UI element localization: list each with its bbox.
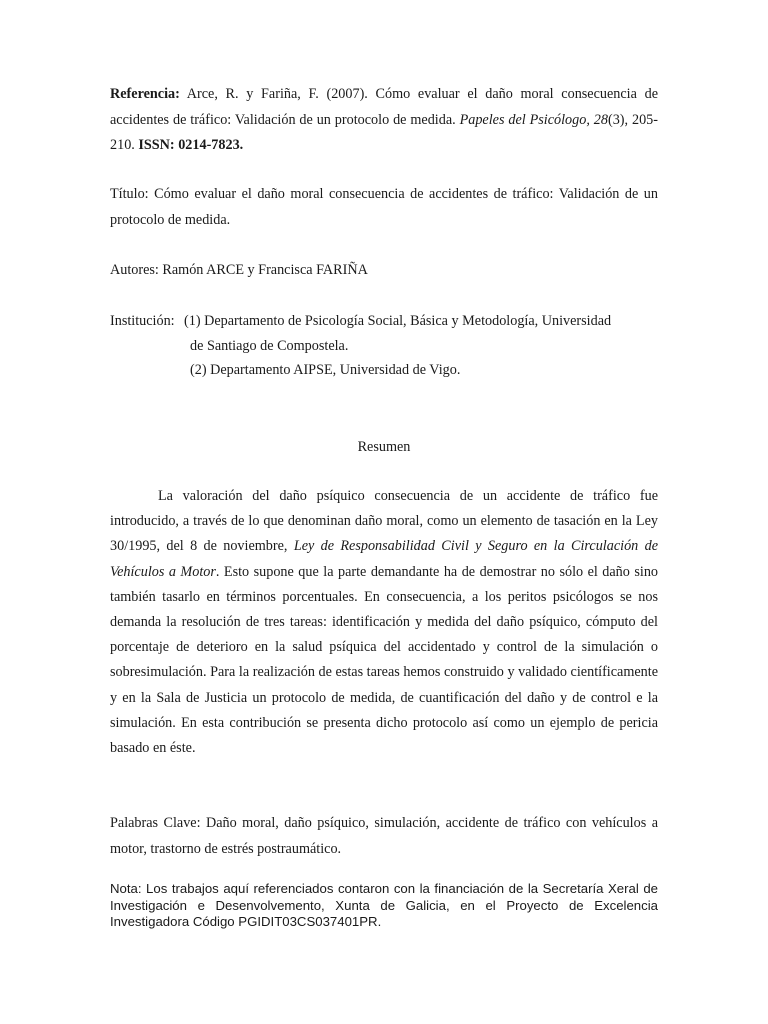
abstract-text-1: La valoración del daño psíquico consecuencia de un accidente de tráfico fue introducido, a través de lo que denominan daño moral, como un elemento de tasación en la Ley 30/1995, del 8 de noviembre, xyxy=(110,488,658,555)
abstract-heading: Resumen xyxy=(357,439,411,455)
reference-label: Referencia: xyxy=(110,86,180,102)
note-paragraph: Nota: Los trabajos aquí referenciados contaron con la financiación de la Secretaría Xeral de Investigación e Desenvolvemento, Xunta de Galicia, en el Proyecto de Excelencia Investigadora Código PGIDIT03CS037401PR. xyxy=(110,881,658,929)
abstract-paragraph xyxy=(110,484,658,761)
title-paragraph: Título: Cómo evaluar el daño moral consecuencia de accidentes de tráfico: Validación de un protocolo de medida. xyxy=(110,186,658,228)
journal-issue: (3), 205-210. xyxy=(110,111,658,153)
issn: ISSN: 0214-7823. xyxy=(138,137,244,153)
reference-citation: Arce, R. y Fariña, F. (2007). Cómo evaluar el daño moral consecuencia de accidentes de tráfico: Validación de un protocolo de medida. xyxy=(110,86,658,128)
keywords-paragraph: Palabras Clave: Daño moral, daño psíquico, simulación, accidente de tráfico con vehículos a motor, trastorno de estrés postraumático. xyxy=(110,815,658,857)
institution-line-3: (2) Departamento AIPSE, Universidad de Vigo. xyxy=(190,362,461,378)
authors-paragraph: Autores: Ramón ARCE y Francisca FARIÑA xyxy=(110,262,368,278)
institution-line-2: de Santiago de Compostela. xyxy=(190,337,349,354)
institution-label: Institución: xyxy=(110,313,175,329)
journal-name: Papeles del Psicólogo, 28 xyxy=(459,111,608,128)
law-title: Ley de Responsabilidad Civil y Seguro en la Circulación de Vehículos a Motor xyxy=(110,538,658,580)
institution-block xyxy=(110,309,658,383)
abstract-text-2: . Esto supone que la parte demandante ha de demostrar no sólo el daño sino también tasarlo en términos porcentuales. En consecuencia, a los peritos psicólogos se nos demanda la resolución de tres tareas: identificación y medida del daño psíquico, cómputo del porcentaje de deterioro en la salud psíquica del accidentado y control de la simulación o sobresimulación. Para la realización de estas tareas hemos construido y validado científicamente y en la Sala de Justicia un protocolo de medida, de cuantificación del daño y de control e la simulación. En esta contribución se presenta dicho protocolo así como un ejemplo de pericia basado en éste. xyxy=(110,563,659,757)
institution-line-1: (1) Departamento de Psicología Social, Básica y Metodología, Universidad xyxy=(184,313,612,329)
reference-paragraph xyxy=(110,82,658,159)
